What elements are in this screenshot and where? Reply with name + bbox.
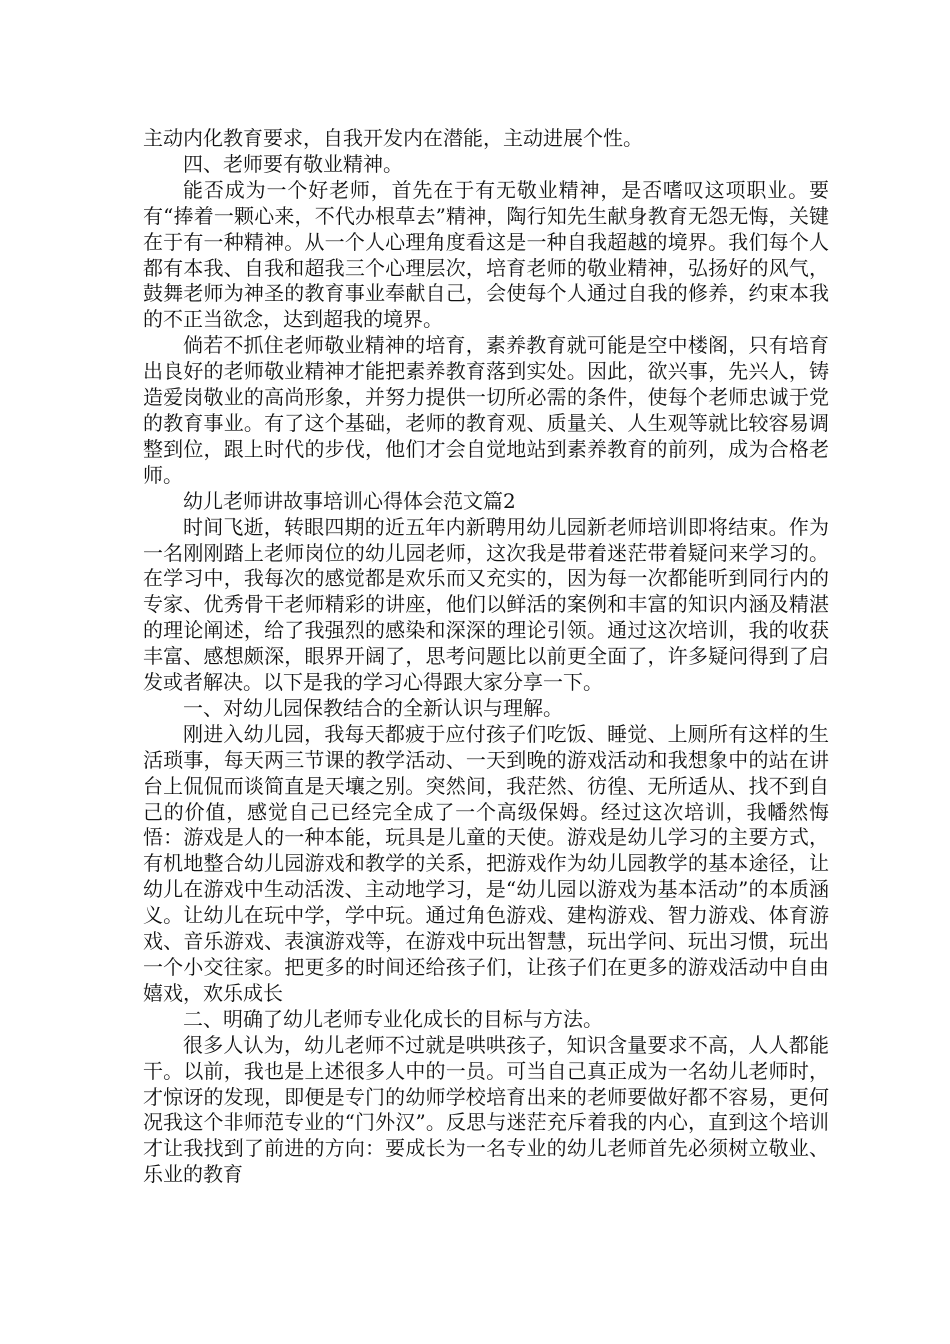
paragraph-body: 刚进入幼儿园，我每天都疲于应付孩子们吃饭、睡觉、上厕所有这样的生活琐事，每天两三节课的教学活动、一天到晚的游戏活动和我想象中的站在讲台上侃侃而谈简直是天壤之别。突然间，我茫然、彷徨、无所适从、找不到自己的价值，感觉自己已经完全成了一个高级保姆。经过这次培训，我幡然悔悟：游戏是人的一种本能，玩具是儿童的天使。游戏是幼儿学习的主要方式，有机地整合幼儿园游戏和教学的关系，把游戏作为幼儿园教学的基本途径，让幼儿在游戏中生动活泼、主动地学习，是“幼儿园以游戏为基本活动”的本质涵义。让幼儿在玩中学，学中玩。通过角色游戏、建构游戏、智力游戏、体育游戏、音乐游戏、表演游戏等，在游戏中玩出智慧，玩出学问、玩出习惯，玩出一个小交往家。把更多的时间还给孩子们，让孩子们在更多的游戏活动中自由嬉戏，欢乐成长 (143, 721, 829, 1005)
paragraph-continuation: 主动内化教育要求，自我开发内在潜能，主动进展个性。 (143, 126, 643, 150)
article-title-part2: 幼儿老师讲故事培训心得体会范文篇2 (183, 488, 516, 513)
paragraph-body: 很多人认为，幼儿老师不过就是哄哄孩子，知识含量要求不高，人人都能干。以前，我也是上述很多人中的一员。可当自己真正成为一名幼儿老师时，才惊讶的发现，即便是专门的幼师学校培育出来的老师要做好都不容易，更何况我这个非师范专业的“门外汉”。反思与迷茫充斥着我的内心，直到这个培训才让我找到了前进的方向：要成长为一名专业的幼儿老师首先必须树立敬业、乐业的教育 (143, 1032, 829, 1187)
paragraph-body: 倘若不抓住老师敬业精神的培育，素养教育就可能是空中楼阁，只有培育出良好的老师敬业精神才能把素养教育落到实处。因此，欲兴事，先兴人，铸造爱岗敬业的高尚形象，并努力提供一切所必需的条件，使每个老师忠诚于党的教育事业。有了这个基础，老师的教育观、质量关、人生观等就比较容易调整到位，跟上时代的步伐，他们才会自觉地站到素养教育的前列，成为合格老师。 (143, 333, 829, 487)
document-page (143, 126, 829, 1188)
paragraph-body: 时间飞逝，转眼四期的近五年内新聘用幼儿园新老师培训即将结束。作为一名刚刚踏上老师岗位的幼儿园老师，这次我是带着迷茫带着疑问来学习的。在学习中，我每次的感觉都是欢乐而又充实的，因为每一次都能听到同行内的专家、优秀骨干老师精彩的讲座，他们以鲜活的案例和丰富的知识内涵及精湛的理论阐述，给了我强烈的感染和深深的理论引领。通过这次培训，我的收获丰富、感想颇深，眼界开阔了，思考问题比以前更全面了，许多疑问得到了启发或者解决。以下是我的学习心得跟大家分享一下。 (143, 514, 829, 695)
section-heading-dedication: 四、老师要有敬业精神。 (183, 151, 403, 176)
section-heading-care-education: 一、对幼儿园保教结合的全新认识与理解。 (183, 695, 563, 720)
paragraph-body: 能否成为一个好老师，首先在于有无敬业精神，是否嗜叹这项职业。要有“捧着一颗心来，不代办根草去”精神，陶行知先生献身教育无怨无悔，关键在于有一种精神。从一个人心理角度看这是一种自我超越的境界。我们每个人都有本我、自我和超我三个心理层次，培育老师的敬业精神，弘扬好的风气，鼓舞老师为神圣的教育事业奉献自己，会使每个人通过自我的修养，约束本我的不正当欲念，达到超我的境界。 (143, 177, 829, 332)
section-heading-professional-growth: 二、明确了幼儿老师专业化成长的目标与方法。 (183, 1006, 603, 1031)
